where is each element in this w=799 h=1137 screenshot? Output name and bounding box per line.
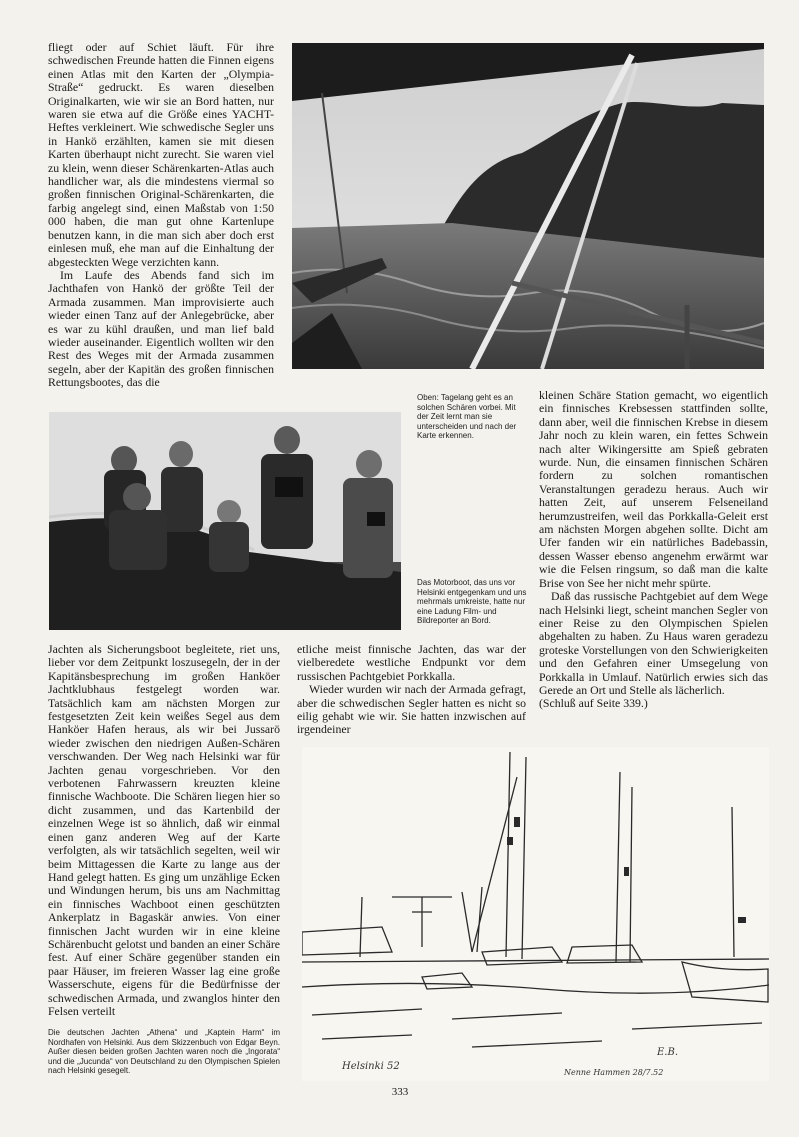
article-column-bottom-left <box>48 643 280 1018</box>
caption-skerries: Oben: Tagelang geht es an solchen Schären vorbei. Mit der Zeit lernt man sie unterscheiden und nach der Karte erkennen. <box>417 393 517 441</box>
article-column-bottom-mid <box>297 643 526 737</box>
photo-skerries-from-yacht <box>292 43 764 369</box>
article-column-mid-right <box>539 389 768 711</box>
sketch-inscription-right: Nenne Hammen 28/7.52 <box>564 1068 664 1077</box>
sketch-inscription-left: Helsinki 52 <box>342 1061 400 1072</box>
sketch-helsinki-harbour <box>302 747 769 1081</box>
paragraph: etliche meist finnische Jachten, das war der vielberedete westliche Endpunkt vor dem russischen Pachtgebiet Porkkalla. <box>297 642 526 683</box>
caption-sketch: Die deutschen Jachten „Athena“ und „Kaptein Harm“ im Nordhafen von Helsinki. Aus dem Skizzenbuch von Edgar Beyn. Außer diesen beiden großen Jachten waren noch die „Ingorata“ und die „Jucunda“ von Deutschland zu den Olympischen Spielen nach Helsinki gesegelt. <box>48 1028 280 1076</box>
paragraph: Daß das russische Pachtgebiet auf dem Wege nach Helsinki liegt, scheint manchen Segler von einer Reise zu den Olympischen Spielen abgehalten zu haben. Zu Haus waren geradezu groteske Vorstellungen von den Schwierigkeiten und den Gefahren einer Umsegelung von Porkkalla in Umlauf. Natürlich erwies sich das Gerede an Ort und Stelle als lächerlich. <box>539 589 768 697</box>
sketch-initials: E.B. <box>657 1047 679 1058</box>
photo-motorboat-reporters <box>49 412 401 630</box>
paragraph: Wieder wurden wir nach der Armada gefragt, aber die schwedischen Segler hatten es nicht so eilig gehabt wie wir. Sie hatten inzwischen auf irgendeiner <box>297 682 526 737</box>
caption-motorboat: Das Motorboot, das uns vor Helsinki entgegenkam und uns mehrmals umkreiste, hatte nur eine Ladung Film- und Bildreporter an Bord. <box>417 578 527 626</box>
page-number: 333 <box>391 1086 409 1098</box>
article-column-top-left <box>48 41 274 390</box>
paragraph: Im Laufe des Abends fand sich im Jachthafen von Hankö der größte Teil der Armada zusammen. Man improvisierte auch wieder einen Tanz auf der Anlegebrücke, aber es war zu kühl draußen, und man lief bald wieder auseinander. Eigentlich wollten wir den Rest des Weges mit der Armada zusammen segeln, aber der Kapitän des großen finnischen Rettungsbootes, das die <box>48 267 274 390</box>
continued-note: (Schluß auf Seite 339.) <box>539 696 648 711</box>
paragraph: fliegt oder auf Schiet läuft. Für ihre schwedischen Freunde hatten die Finnen eigens einen Atlas mit den Karten der „Olympia-Straße“ gedruckt. Es waren dieselben Originalkarten, wie wir sie an Bord hatten, nur waren sie etwa auf die Größe eines YACHT-Heftes verkleinert. Wie schwedische Segler uns in Hankö erzählten, kamen sie mit diesen Karten überhaupt nicht zurecht. Sie waren viel zu klein, wenn dieser Schärenkarten-Atlas auch handlicher war, als die mindestens viermal so großen finnischen Original-Schärenkarten, die farbig angelegt sind, einen Maßstab von 1:50 000 haben, die man gut ohne Kartenlupe benutzen kann, in die man sich aber doch erst einlesen muß, ehe man auf die Einhaltung der abgesteckten Wege verzichten kann. <box>48 40 274 269</box>
paragraph: Jachten als Sicherungsboot begleitete, riet uns, lieber vor dem Zeitpunkt loszusegeln, der in der Kapitänsbesprechung im großen Hanköer Jachtklubhaus festgelegt worden war. Tatsächlich kam am nächsten Morgen zur festgesetzten Zeit kein weißes Segel aus dem Hanköer Hafen heraus, als wir bei Jussarö wieder zwischen den niedrigen Außen-Schären verschwanden. Der Weg nach Helsinki war für Jachten genau vorgeschrieben. Vor den verbotenen Fahrwassern kreuzten kleine finnische Wachboote. Die Schären liegen hier so dicht zusammen, und das Kartenbild der einzelnen Wege ist so ähnlich, daß wir einmal einen ganz anderen Weg auf der Karte verfolgten, als wir tatsächlich segelten, weil wir beim Mittagessen die Karte zu lange aus der Hand gelegt hatten. Es ging um unzählige Ecken und Windungen herum, bis uns am Nachmittag ein finnisches Wachboot einen geschützten Ankerplatz in Bagaskär anwies. Von einer finnischen Jacht wurden wir in eine kleine Schärenbucht gelotst und banden an einer Schäre fest. Auf einer Schäre gegenüber standen ein paar Häuser, im freieren Wasser lag eine große Wasserschute, eigens für die Bedürfnisse der schwedischen Armada, und zwanglos hinter den Felsen verteilt <box>48 642 280 1018</box>
paragraph: kleinen Schäre Station gemacht, wo eigentlich ein finnisches Krebsessen stattfinden sollte, dann aber, weil die finnischen Krebse in diesem Jahr noch zu klein waren, ein fettes Schwein nach alter Wikingersitte am Spieß gebraten wurde. Nun, die einsamen finnischen Schären fordern zu solchen romantischen Veranstaltungen geradezu heraus. Auch wir hatten Zeit, auf unserem Felseneiland herumzustreifen, weil das Porkkalla-Geleit erst am nächsten Morgen abgehen sollte. Dicht am Ufer fanden wir ein natürliches Badebassin, dessen Wasser ebenso angenehm erwärmt war wie die Felsen ringsum, so daß man die kalte Brise von See her nicht mehr spürte. <box>539 388 768 590</box>
